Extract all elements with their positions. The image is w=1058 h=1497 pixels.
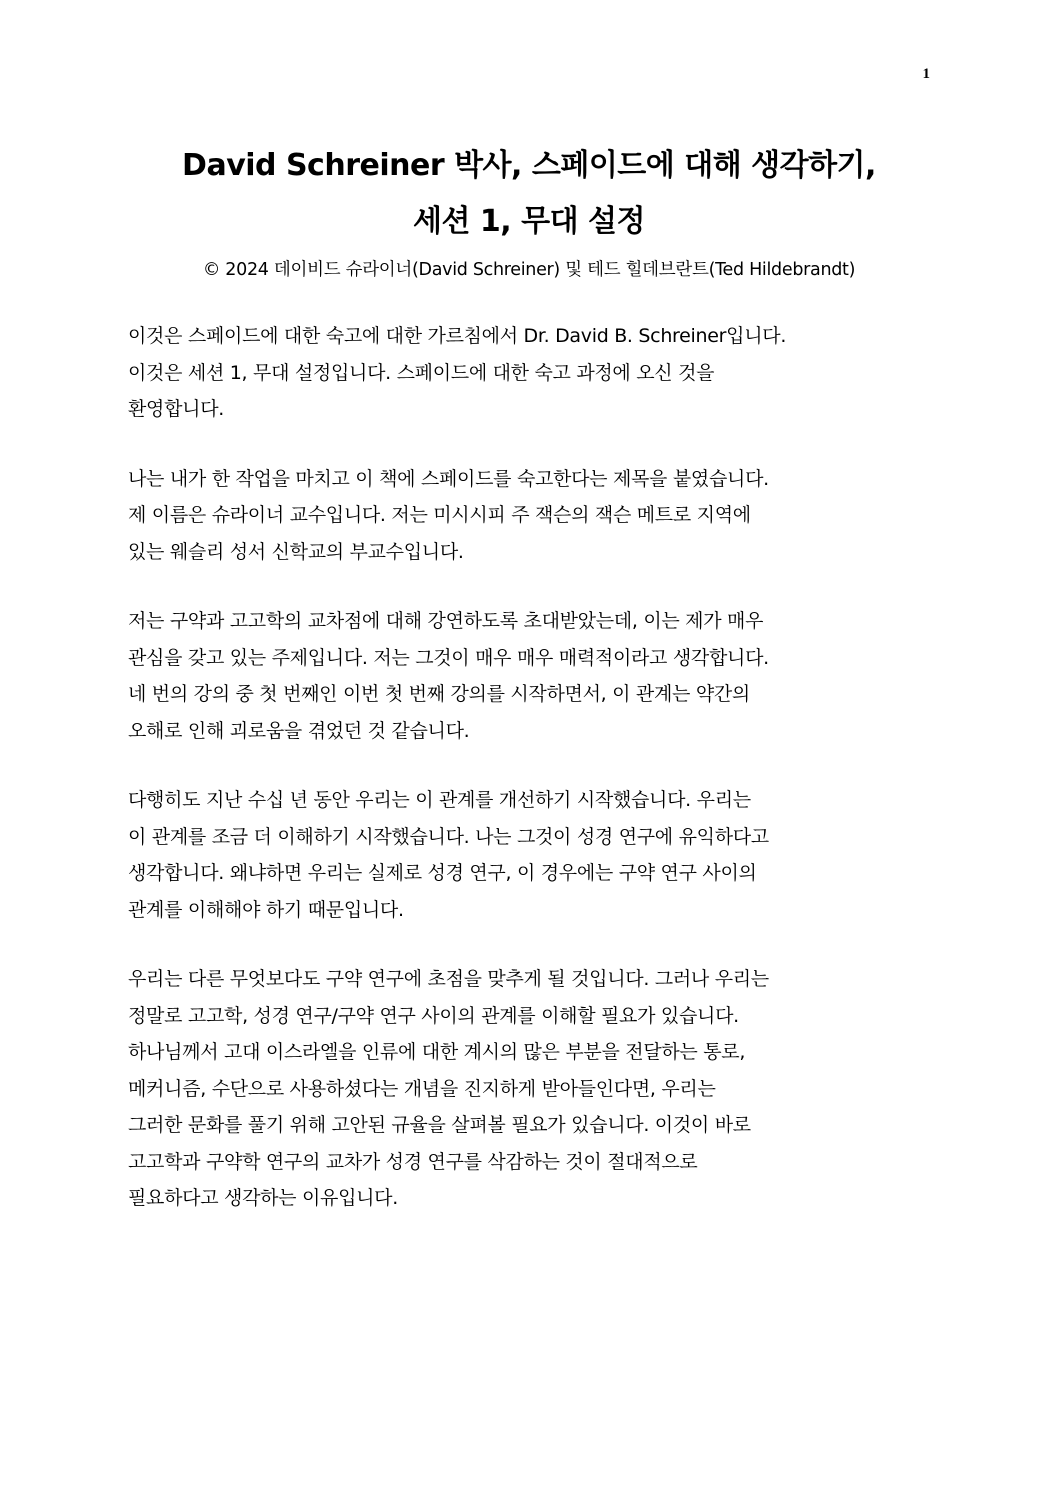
text-line: 오해로 인해 괴로움을 겪었던 것 같습니다. (128, 719, 470, 742)
text-line: 하나님께서 고대 이스라엘을 인류에 대한 계시의 많은 부분을 전달하는 통로, (128, 1041, 746, 1063)
text-line: 환영합니다. (128, 398, 225, 420)
paragraph (128, 961, 928, 1217)
title-line: 세션 1, 무대 설정 (413, 204, 645, 239)
document-title (100, 138, 958, 250)
text-line: 이 관계를 조금 더 이해하기 시작했습니다. 나는 그것이 성경 연구에 유익하다고 (128, 825, 769, 848)
page-number: 1 (922, 66, 930, 82)
title-line: David Schreiner 박사, 스페이드에 대해 생각하기, (182, 148, 876, 183)
text-line: 나는 내가 한 작업을 마치고 이 책에 스페이드를 숙고한다는 제목을 붙였습니다. (128, 467, 769, 490)
text-line: 생각합니다. 왜냐하면 우리는 실제로 성경 연구, 이 경우에는 구약 연구 사이의 (128, 862, 757, 884)
text-line: 이것은 스페이드에 대한 숙고에 대한 가르침에서 Dr. David B. Schreiner입니다. (128, 325, 787, 347)
document-body (128, 318, 928, 1250)
text-line: 우리는 다른 무엇보다도 구약 연구에 초점을 맞추게 될 것입니다. 그러나 우리는 (128, 968, 769, 990)
text-line: 저는 구약과 고고학의 교차점에 대해 강연하도록 초대받았는데, 이는 제가 매우 (128, 610, 764, 632)
text-line: 다행히도 지난 수십 년 동안 우리는 이 관계를 개선하기 시작했습니다. 우리는 (128, 789, 751, 811)
copyright-notice: © 2024 데이비드 슈라이너(David Schreiner) 및 테드 힐데브란트(Ted Hildebrandt) (202, 260, 856, 280)
paragraph (128, 318, 928, 428)
paragraph (128, 461, 928, 571)
text-line: 정말로 고고학, 성경 연구/구약 연구 사이의 관계를 이해할 필요가 있습니다. (128, 1004, 739, 1027)
text-line: 관계를 이해해야 하기 때문입니다. (128, 898, 404, 921)
text-line: 네 번의 강의 중 첫 번째인 이번 첫 번째 강의를 시작하면서, 이 관계는 약간의 (128, 683, 750, 705)
paragraph (128, 603, 928, 749)
text-line: 고고학과 구약학 연구의 교차가 성경 연구를 삭감하는 것이 절대적으로 (128, 1150, 698, 1173)
text-line: 있는 웨슬리 성서 신학교의 부교수입니다. (128, 540, 464, 563)
text-line: 이것은 세션 1, 무대 설정입니다. 스페이드에 대한 숙고 과정에 오신 것을 (128, 361, 715, 384)
paragraph (128, 782, 928, 928)
text-line: 필요하다고 생각하는 이유입니다. (128, 1187, 398, 1209)
text-line: 관심을 갖고 있는 주제입니다. 저는 그것이 매우 매우 매력적이라고 생각합니다. (128, 646, 769, 669)
text-line: 제 이름은 슈라이너 교수입니다. 저는 미시시피 주 잭슨의 잭슨 메트로 지역에 (128, 504, 751, 526)
text-line: 메커니즘, 수단으로 사용하셨다는 개념을 진지하게 받아들인다면, 우리는 (128, 1077, 716, 1100)
text-line: 그러한 문화를 풀기 위해 고안된 규율을 살펴볼 필요가 있습니다. 이것이 바로 (128, 1114, 751, 1136)
